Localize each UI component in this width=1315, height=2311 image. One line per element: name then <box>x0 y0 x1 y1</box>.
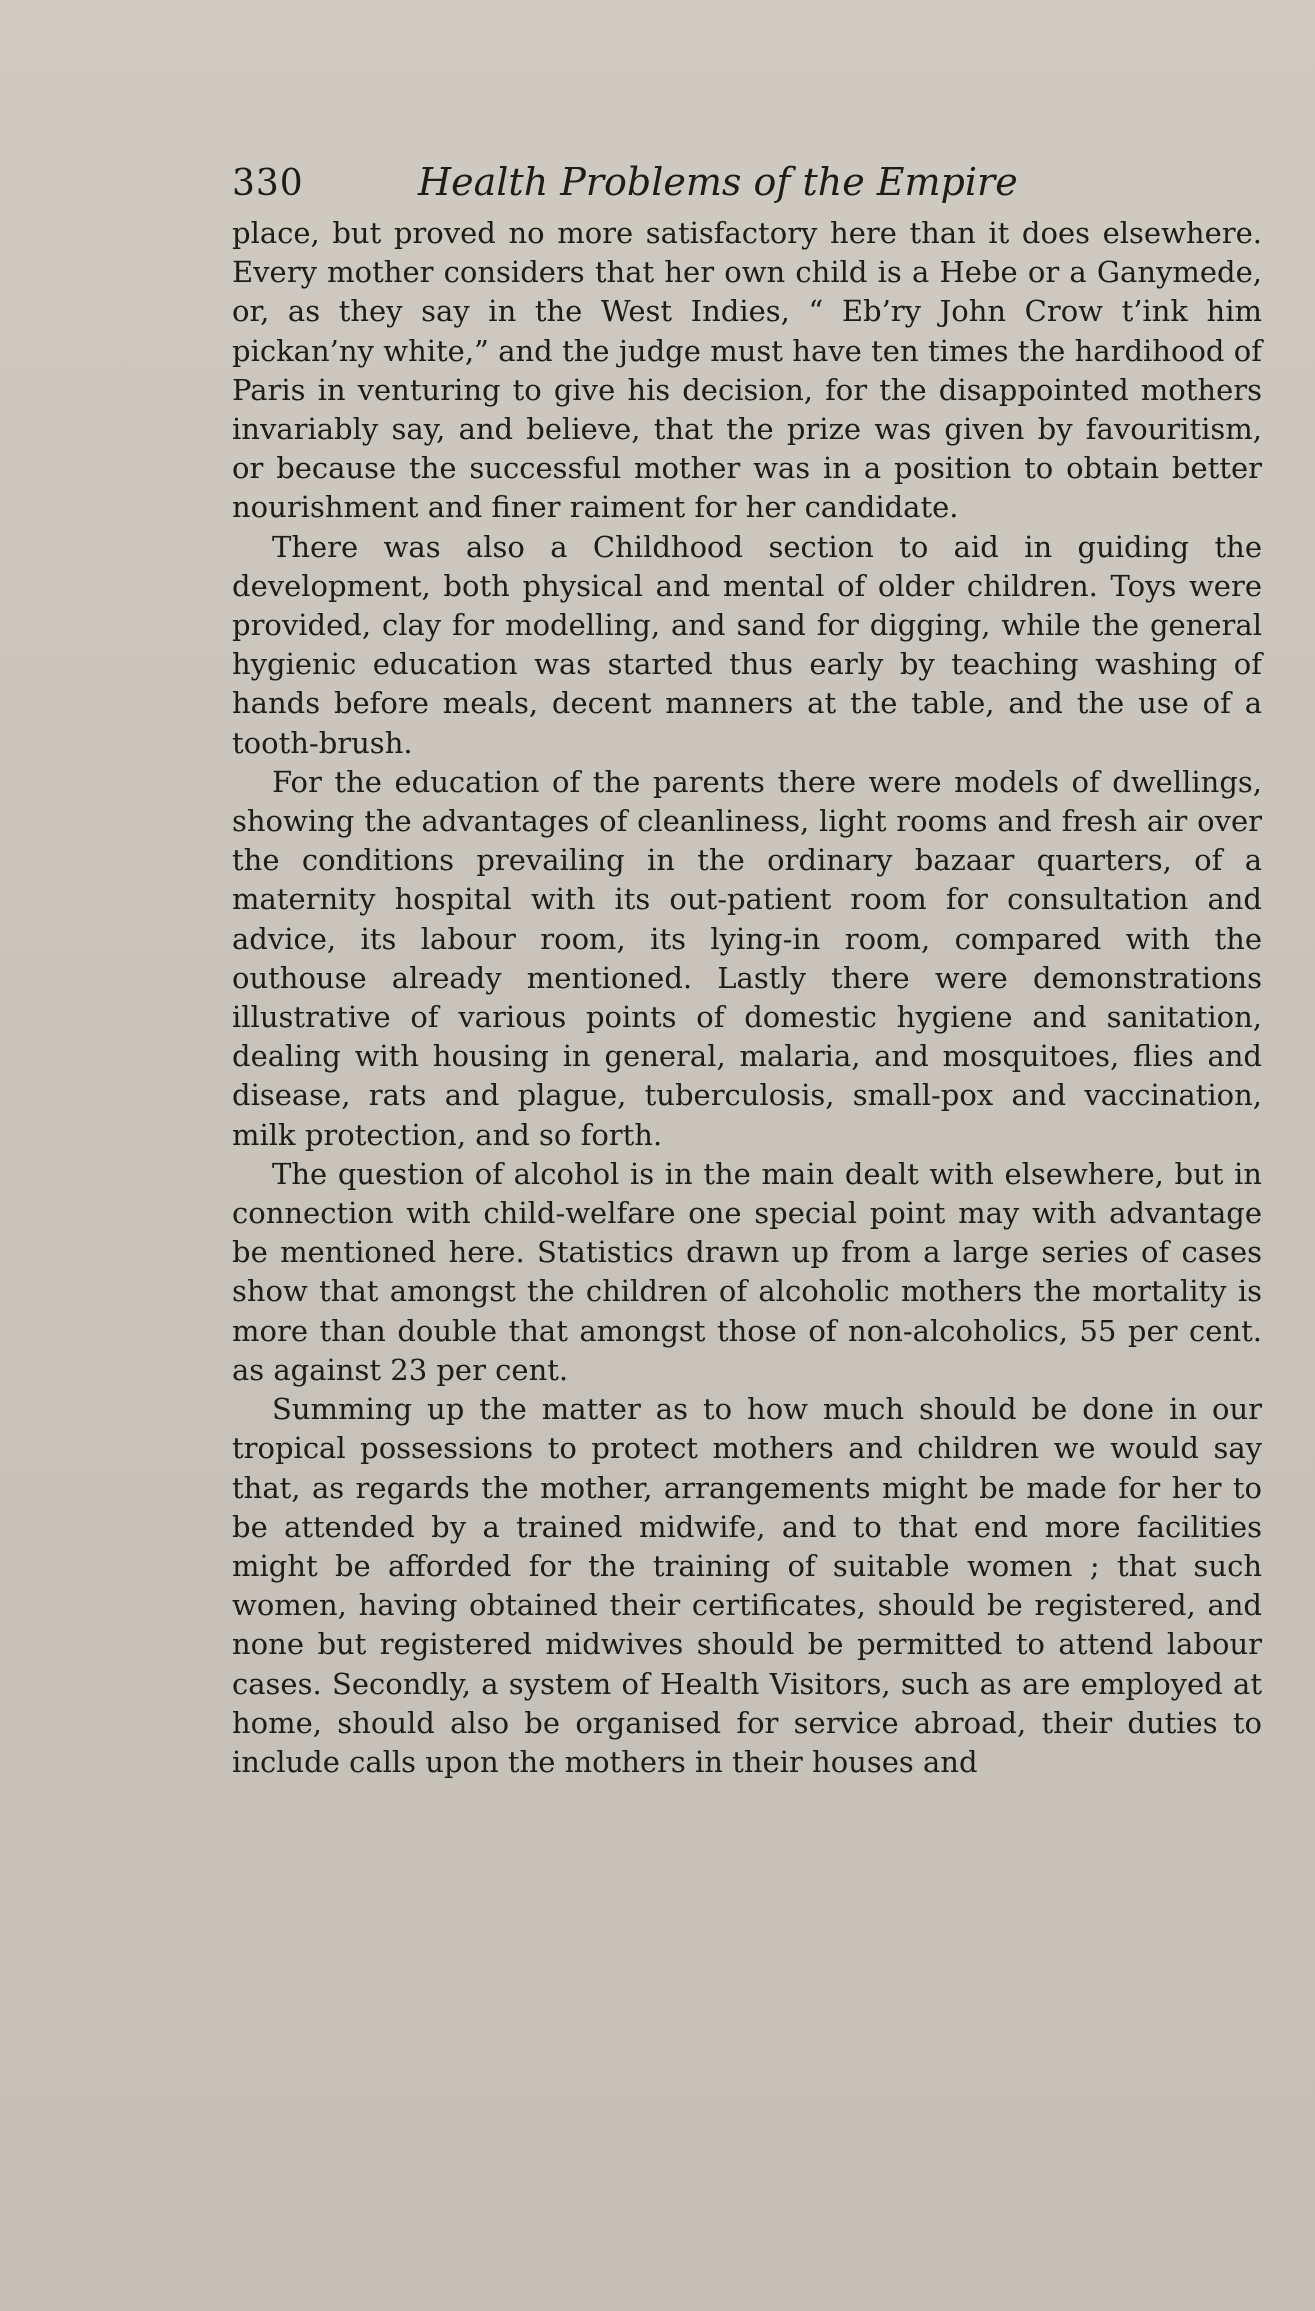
body-text <box>232 214 1262 1782</box>
page-number: 330 <box>232 163 304 204</box>
paragraph-parent-education: For the education of the parents there were models of dwellings, showing the advantages of cleanliness, light rooms and fresh air over the conditions prevailing in the ordinary bazaar quarters, of a maternity hospital with its out-patient room for consultation and advice, its labour room, its lying-in room, compared with the outhouse already mentioned. Lastly there were demonstrations illustrative of various points of domestic hygiene and sanitation, dealing with housing in general, malaria, and mosquitoes, flies and disease, rats and plague, tuberculosis, small-pox and vaccination, milk protection, and so forth. <box>232 764 1262 1152</box>
running-head <box>232 152 1262 212</box>
running-title: Health Problems of the Empire <box>418 160 1018 204</box>
text-block <box>232 152 1262 1782</box>
paragraph-continuation: place, but proved no more satisfactory here than it does elsewhere. Every mother considers that her own child is a Hebe or a Ganymede, or, as they say in the West Indies, “ Eb’ry John Crow t’ink him pickan’ny white,” and the judge must have ten times the hardihood of Paris in venturing to give his decision, for the disappointed mothers invariably say, and believe, that the prize was given by favouritism, or because the successful mother was in a position to obtain better nourishment and finer raiment for her candidate. <box>232 216 1262 525</box>
paragraph-alcohol: The question of alcohol is in the main dealt with elsewhere, but in connection with child-welfare one special point may with advantage be mentioned here. Statistics drawn up from a large series of cases show that amongst the children of alcoholic mothers the mortality is more than double that amongst those of non-alcoholics, 55 per cent. as against 23 per cent. <box>232 1156 1262 1387</box>
paragraph-summing-up: Summing up the matter as to how much should be done in our tropical possessions to protect mothers and children we would say that, as regards the mother, arrangements might be made for her to be attended by a trained midwife, and to that end more facilities might be afforded for the training of suitable women ; that such women, having obtained their certificates, should be registered, and none but registered midwives should be permitted to attend labour cases. Secondly, a system of Health Visitors, such as are employed at home, should also be organised for service abroad, their duties to include calls upon the mothers in their houses and <box>232 1392 1262 1779</box>
paragraph-childhood-section: There was also a Childhood section to aid in guiding the development, both physical and mental of older children. Toys were provided, clay for modelling, and sand for digging, while the general hygienic education was started thus early by teaching washing of hands before meals, decent manners at the table, and the use of a tooth-brush. <box>232 529 1262 760</box>
